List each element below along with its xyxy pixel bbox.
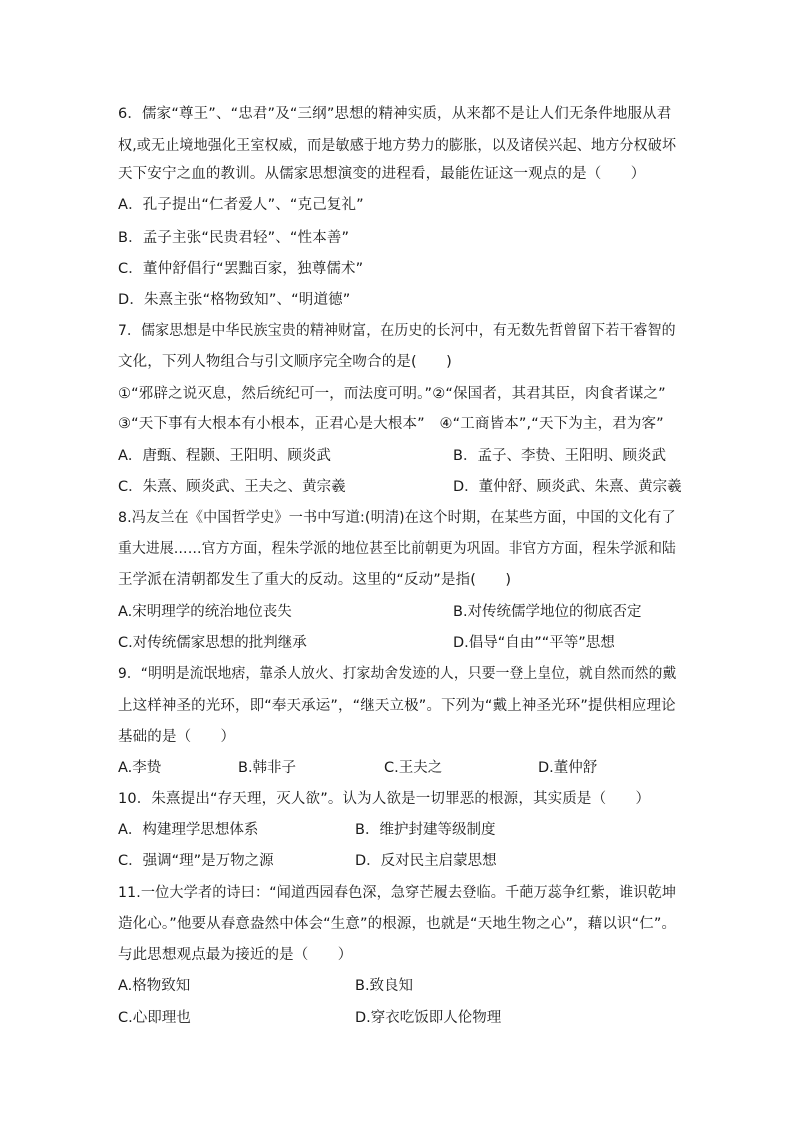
q6-option-a: A．孔子提出“仁者爱人”、“克己复礼”	[118, 197, 364, 213]
q7-option-b: B．孟子、李贽、王阳明、顾炎武	[453, 448, 666, 464]
q10-stem-line-1: 10．朱熹提出“存天理，灭人欲”。认为人欲是一切罪恶的根源，其实质是（ ）	[118, 791, 651, 807]
q10-option-b: B．维护封建等级制度	[355, 822, 496, 838]
q8-option-c: C.对传统儒家思想的批判继承	[118, 635, 307, 651]
q6-option-d: D．朱熹主张“格物致知”、“明道德”	[118, 292, 351, 308]
q9-stem-line-3: 基础的是（ ）	[118, 729, 236, 745]
q7-stem-line-1: 7．儒家思想是中华民族宝贵的精神财富，在历史的长河中，有无数先哲曾留下若干睿智的	[118, 323, 676, 339]
q7-option-c: C．朱熹、顾炎武、王夫之、黄宗羲	[118, 479, 346, 495]
q9-option-d: D.董仲舒	[538, 760, 598, 776]
q9-stem-line-1: 9．“明明是流氓地痞，靠杀人放火、打家劫舍发迹的人，只要一登上皇位，就自然而然的戴	[118, 666, 677, 682]
q6-option-b: B．孟子主张“民贵君轻”、“性本善”	[118, 230, 350, 246]
q11-option-c: C.心即理也	[118, 1010, 191, 1026]
q6-stem-line-2: 权,或无止境地强化王室权威，而是敏感于地方势力的膨胀，以及诸侯兴起、地方分权破坏	[118, 138, 677, 154]
q6-stem-line-3: 天下安宁之血的教训。从儒家思想演变的进程看，最能佐证这一观点的是（ ）	[118, 166, 646, 182]
q7-quote-line-2: ③“天下事有大根本有小根本，正君心是大根本” ④“工商皆本”,“天下为主，君为客”	[118, 416, 664, 432]
q9-option-a: A.李贽	[118, 760, 162, 776]
q10-option-a: A．构建理学思想体系	[118, 822, 259, 838]
q11-option-a: A.格物致知	[118, 978, 191, 994]
q11-stem-line-2: 造化心。”他要从春意盎然中体会“生意”的根源，也就是“天地生物之心”，藉以识“仁”。	[118, 916, 677, 932]
q11-stem-line-3: 与此思想观点最为接近的是（ ）	[118, 947, 353, 963]
q6-option-c: C．董仲舒倡行“罢黜百家，独尊儒术”	[118, 261, 364, 277]
q8-stem-line-3: 王学派在清朝都发生了重大的反动。这里的“反动”是指( )	[118, 572, 512, 588]
q7-option-d: D．董仲舒、顾炎武、朱熹、黄宗羲	[453, 479, 682, 495]
q8-stem-line-2: 重大进展……官方方面，程朱学派的地位甚至比前朝更为巩固。非官方方面，程朱学派和陆	[118, 541, 676, 557]
q8-option-d: D.倡导“自由”“平等”思想	[453, 635, 615, 651]
q11-option-b: B.致良知	[355, 978, 414, 994]
q11-option-d: D.穿衣吃饭即人伦物理	[355, 1010, 502, 1026]
q11-stem-line-1: 11.一位大学者的诗曰：“闻道西园春色深，急穿芒履去登临。千葩万蕊争红紫，谁识乾坤	[118, 885, 677, 901]
q9-stem-line-2: 上这样神圣的光环，即“奉天承运”，“继天立极”。下列为“戴上神圣光环”提供相应理论	[118, 698, 676, 714]
q6-stem-line-1: 6．儒家“尊王”、“忠君”及“三纲”思想的精神实质，从来都不是让人们无条件地服从君	[118, 106, 672, 122]
q8-option-a: A.宋明理学的统治地位丧失	[118, 604, 292, 620]
q8-option-b: B.对传统儒学地位的彻底否定	[453, 604, 642, 620]
q9-option-c: C.王夫之	[384, 760, 443, 776]
q10-option-c: C．强调“理”是万物之源	[118, 853, 274, 869]
q9-option-b: B.韩非子	[238, 760, 297, 776]
q7-quote-line-1: ①“邪辟之说灭息，然后统纪可一，而法度可明。”②“保国者，其君其臣，肉食者谋之”	[118, 386, 666, 402]
q7-option-a: A．唐甄、程颢、王阳明、顾炎武	[118, 448, 331, 464]
q7-stem-line-2: 文化，下列人物组合与引文顺序完全吻合的是( )	[118, 354, 452, 370]
q10-option-d: D．反对民主启蒙思想	[355, 853, 497, 869]
q8-stem-line-1: 8.冯友兰在《中国哲学史》一书中写道:(明清)在这个时期，在某些方面，中国的文化有了	[118, 510, 676, 526]
